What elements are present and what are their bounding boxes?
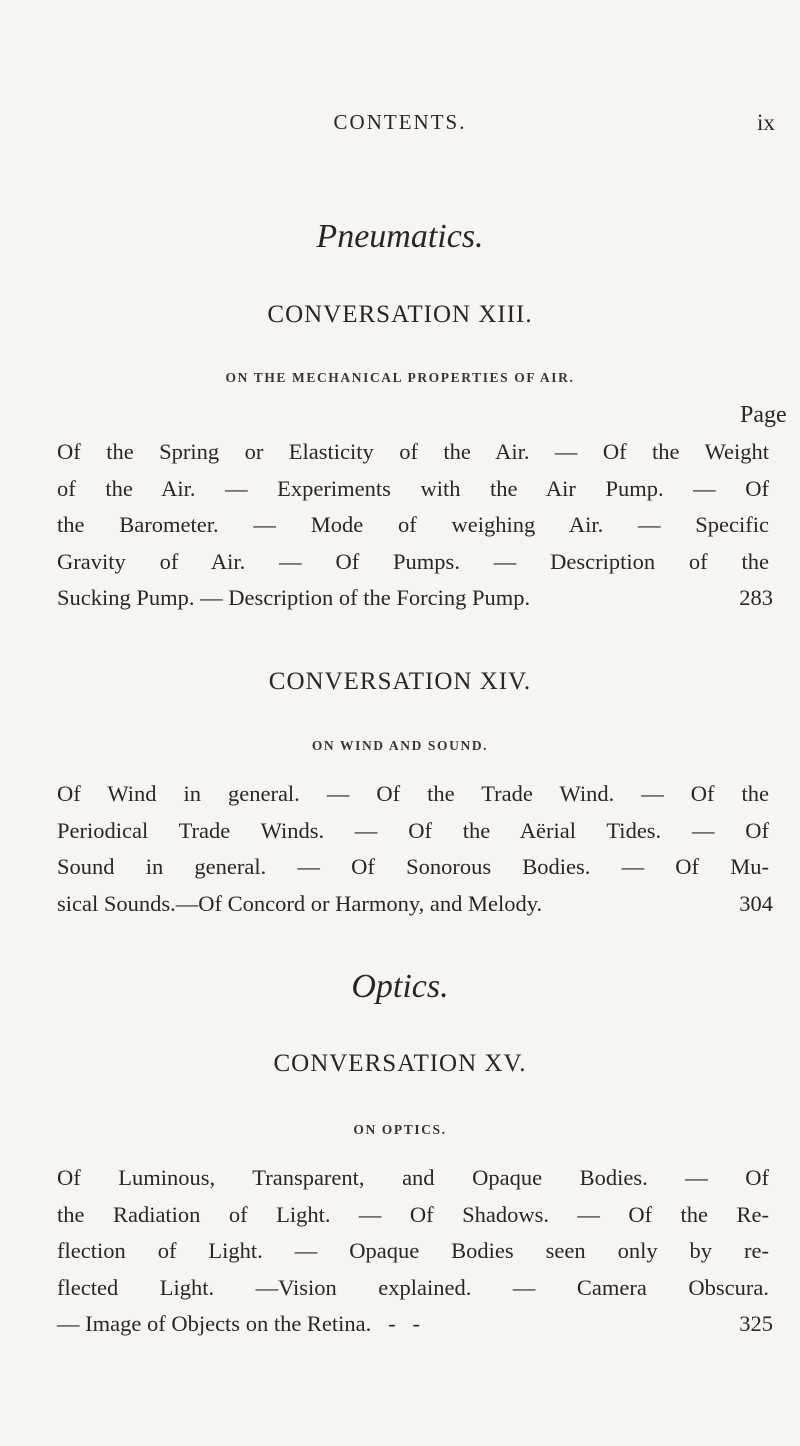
running-head [0, 110, 800, 140]
conversation-subtitle-xiv: ON WIND AND SOUND. [311, 738, 489, 753]
conversation-title-xiv: CONVERSATION XIV. [268, 668, 532, 695]
page-reference: 304 [739, 890, 773, 916]
entry-line: Periodical Trade Winds. — Of the Aërial Tides. — Of [57, 817, 769, 843]
conversation-title-xiii: CONVERSATION XIII. [267, 301, 533, 328]
entry-line: the Radiation of Light. — Of Shadows. — Of the Re- [57, 1201, 769, 1227]
part-title-optics: Optics. [351, 968, 449, 1005]
entry-line: Sound in general. — Of Sonorous Bodies. — Of Mu- [57, 854, 769, 879]
page-reference: 325 [739, 1311, 773, 1336]
conversation-subtitle-xiii: ON THE MECHANICAL PROPERTIES OF AIR. [225, 370, 575, 385]
entry-line-text: Sucking Pump. — Description of the Forcing Pump. [57, 585, 531, 610]
entry-line-last [57, 1306, 773, 1343]
entry-line-text: — Image of Objects on the Retina. - - [57, 1311, 421, 1336]
entry-line: Gravity of Air. — Of Pumps. — Description of the [57, 548, 769, 574]
part-title-pneumatics: Pneumatics. [316, 218, 484, 255]
entry-xiii [57, 434, 773, 617]
page-number: ix [757, 110, 775, 135]
entry-line-last [57, 580, 773, 617]
entry-line: flected Light. —Vision explained. — Camera Obscura. [57, 1274, 769, 1300]
entry-line: the Barometer. — Mode of weighing Air. — Specific [57, 512, 769, 537]
entry-xv [57, 1160, 773, 1343]
entry-line-last [57, 886, 773, 923]
entry-line: flection of Light. — Opaque Bodies seen only by re- [57, 1238, 769, 1263]
entry-line: Of Luminous, Transparent, and Opaque Bodies. — Of [57, 1165, 769, 1190]
entry-xiv [57, 776, 773, 922]
entry-line: Of Wind in general. — Of the Trade Wind. — Of the [57, 781, 769, 806]
conversation-title-xv: CONVERSATION XV. [273, 1050, 527, 1077]
entry-line: Of the Spring or Elasticity of the Air. — Of the Weight [57, 439, 769, 464]
page-reference: 283 [739, 585, 773, 610]
entry-line-text: sical Sounds.—Of Concord or Harmony, and Melody. [57, 890, 543, 916]
conversation-subtitle-xv: ON OPTICS. [353, 1122, 447, 1137]
entry-line: of the Air. — Experiments with the Air Pump. — Of [57, 475, 769, 501]
page-column-label: Page [740, 402, 787, 428]
running-title: CONTENTS. [333, 110, 467, 134]
